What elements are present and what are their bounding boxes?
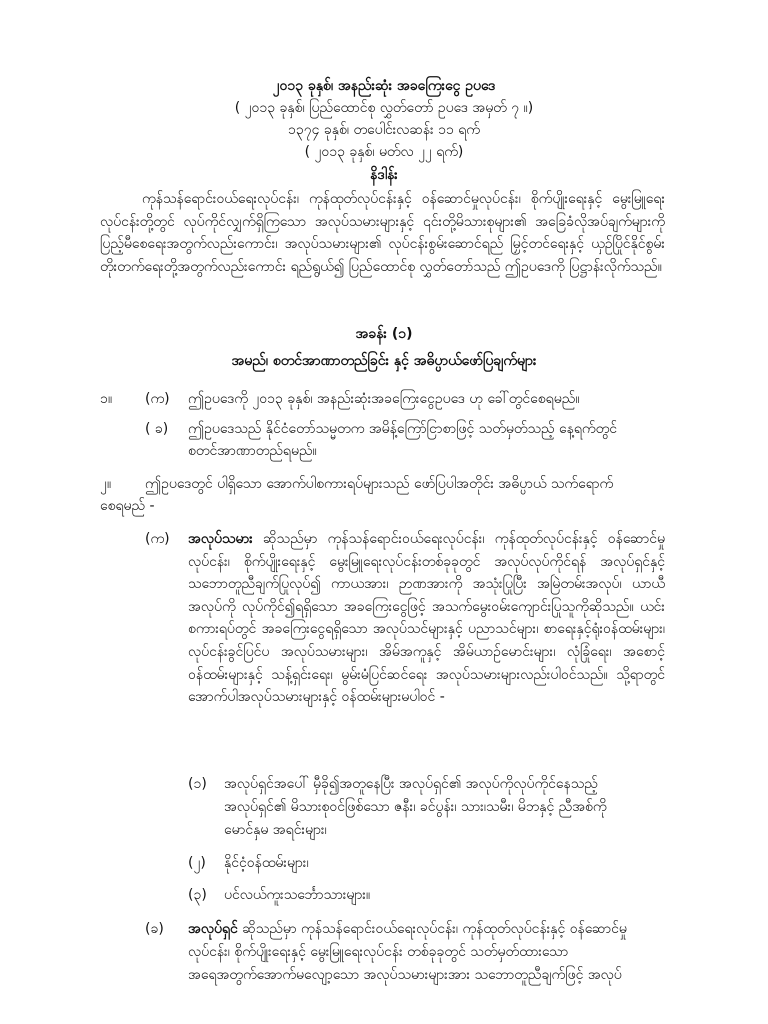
definition-b-term: အလုပ်ရှင် <box>188 921 238 937</box>
definition-b-line-1 <box>188 918 627 940</box>
section-1a-mark: (က) <box>145 391 170 407</box>
gregorian-date: ( ၂၀၁၃ ခုနှစ်၊ မတ်လ ၂၂ ရက်) <box>304 144 464 160</box>
chapter-title: အမည်၊ စတင်အာဏာတည်ခြင်း နှင့် အဓိပ္ပာယ်ဖော်ပြချက်များ <box>231 353 537 369</box>
sub-item-2-mark: (၂) <box>188 855 206 871</box>
section-1-number: ၁။ <box>100 391 113 407</box>
chapter-number: အခန်း (၁) <box>355 326 413 342</box>
definition-a-mark: (က) <box>145 531 170 547</box>
preamble-paragraph: ကုန်သန်ရောင်းဝယ်ရေးလုပ်ငန်း၊ ကုန်ထုတ်လုပ်ငန်းနှင့် ဝန်ဆောင်မှုလုပ်ငန်း၊ စိုက်ပျိုးရေးနှင့် မွေးမြူရေးလုပ်ငန်းတို့တွင် လုပ်ကိုင်လျှက်ရှိကြသော အလုပ်သမားများနှင့် ၎င်းတို့မိသားစုများ၏ အခြေခံလိုအပ်ချက်များကို ပြည့်မီစေရေးအတွက်လည်းကောင်း၊ အလုပ်သမားများ၏ လုပ်ငန်းစွမ်းဆောင်ရည် မြှင့်တင်ရေးနှင့် ယှဉ်ပြိုင်နိုင်စွမ်း တိုးတက်ရေးတို့အတွက်လည်းကောင်း ရည်ရွယ်၍ ပြည်ထောင်စု လွှတ်တော်သည် ဤဥပဒေကို ပြဋ္ဌာန်းလိုက်သည်။ <box>100 191 665 275</box>
sub-item-1-line-2: အလုပ်ရှင်၏ မိသားစုဝင်ဖြစ်သော ဇနီး၊ ခင်ပွန်း၊ သား၊သမီး၊ မိဘနှင့် ညီအစ်ကို <box>224 799 607 815</box>
definition-b-line-2: လုပ်ငန်း၊ စိုက်ပျိုးရေးနှင့် မွေးမြူရေးလုပ်ငန်း တစ်ခုခုတွင် သတ်မှတ်ထားသော <box>188 944 569 960</box>
section-1b-mark: ( ခ) <box>145 421 169 437</box>
sub-item-1-line-3: မောင်နှမ အရင်းများ၊ <box>224 822 327 838</box>
section-2-line-1: ဤဥပဒေတွင် ပါရှိသော အောက်ပါစကားရပ်များသည် ဖော်ပြပါအတိုင်း အဓိပ္ပာယ် သက်ရောက် <box>145 476 614 492</box>
definition-b-line-1-text: ဆိုသည်မှာ ကုန်သန်ရောင်းဝယ်ရေးလုပ်ငန်း၊ ကုန်ထုတ်လုပ်ငန်းနှင့် ဝန်ဆောင်မှု <box>237 921 627 937</box>
definition-a-paragraph <box>188 528 665 709</box>
law-number: ( ၂၀၁၃ ခုနှစ်၊ ပြည်ထောင်စု လွှတ်တော် ဥပဒေ အမှတ် ၇ ။) <box>234 100 534 116</box>
sub-item-3-mark: (၃) <box>188 887 207 903</box>
definition-b-mark: (ခ) <box>145 921 164 937</box>
section-2-line-2: စေရမည် - <box>100 498 155 514</box>
sub-item-2-line-1: နိုင်ငံ့ဝန်ထမ်းများ၊ <box>224 855 309 871</box>
section-1b-line-2: စတင်အာဏာတည်ရမည်။ <box>188 443 317 459</box>
preamble-heading: နိဒါန်း <box>370 167 398 183</box>
sub-item-1-mark: (၁) <box>188 776 207 792</box>
sub-item-3-line-1: ပင်လယ်ကူးသင်္ဘောသားများ။ <box>224 887 371 903</box>
law-title: ၂၀၁၃ ခုနှစ်၊ အနည်းဆုံး အခကြေးငွေ ဥပဒေ <box>272 78 496 94</box>
definition-b-line-3: အရေအတွက်အောက်မလျော့သော အလုပ်သမားများအား သဘောတူညီချက်ဖြင့် အလုပ် <box>188 967 622 983</box>
section-2-number: ၂။ <box>100 476 112 492</box>
definition-a-term: အလုပ်သမား <box>188 531 253 547</box>
definition-a-text: ဆိုသည်မှာ ကုန်သန်ရောင်းဝယ်ရေးလုပ်ငန်း၊ ကုန်ထုတ်လုပ်ငန်းနှင့် ဝန်ဆောင်မှုလုပ်ငန်း၊ စိုက်ပျိုးရေးနှင့် မွေးမြူရေးလုပ်ငန်းတစ်ခုခုတွင် အလုပ်လုပ်ကိုင်ရန် အလုပ်ရှင်နှင့် သဘောတူညီချက်ပြုလုပ်၍ ကာယအား၊ ဉာဏအားကို အသုံးပြုပြီး အမြဲတမ်းအလုပ်၊ ယာယီအလုပ်ကို လုပ်ကိုင်၍ရရှိသော အခကြေးငွေဖြင့် အသက်မွေးဝမ်းကျောင်းပြုသူကိုဆိုသည်။ ယင်းစကားရပ်တွင် အခကြေးငွေရရှိသော အလုပ်သင်များနှင့် ပညာသင်များ၊ စာရေးနှင့်ရုံးဝန်ထမ်းများ၊ လုပ်ငန်းခွင်ပြင်ပ အလုပ်သမားများ၊ အိမ်အကူနှင့် အိမ်ယာဉ်မောင်းများ၊ လုံခြုံရေး၊ အစောင့်ဝန်ထမ်းများနှင့် သန့်ရှင်းရေး၊ မွမ်းမံပြင်ဆင်ရေး အလုပ်သမားများလည်းပါဝင်သည်။ သို့ရာတွင် အောက်ပါအလုပ်သမားများနှင့် ဝန်ထမ်းများမပါဝင် - <box>188 531 665 706</box>
section-1a-text: ဤဥပဒေကို ၂၀၁၃ ခုနှစ်၊ အနည်းဆုံးအခကြေးငွေဥပဒေ ဟု ခေါ်တွင်စေရမည်။ <box>188 391 580 407</box>
section-1b-line-1: ဤဥပဒေသည် နိုင်ငံတော်သမ္မတက အမိန့်ကြော်ငြာစာဖြင့် သတ်မှတ်သည့် နေ့ရက်တွင် <box>188 421 617 437</box>
sub-item-1-line-1: အလုပ်ရှင်အပေါ် မှီခို၍အတူနေပြီး အလုပ်ရှင်၏ အလုပ်ကိုလုပ်ကိုင်နေသည့် <box>224 776 598 792</box>
myanmar-date: ၁၃၇၄ ခုနှစ်၊ တပေါင်းလဆန်း ၁၁ ရက် <box>288 122 480 138</box>
